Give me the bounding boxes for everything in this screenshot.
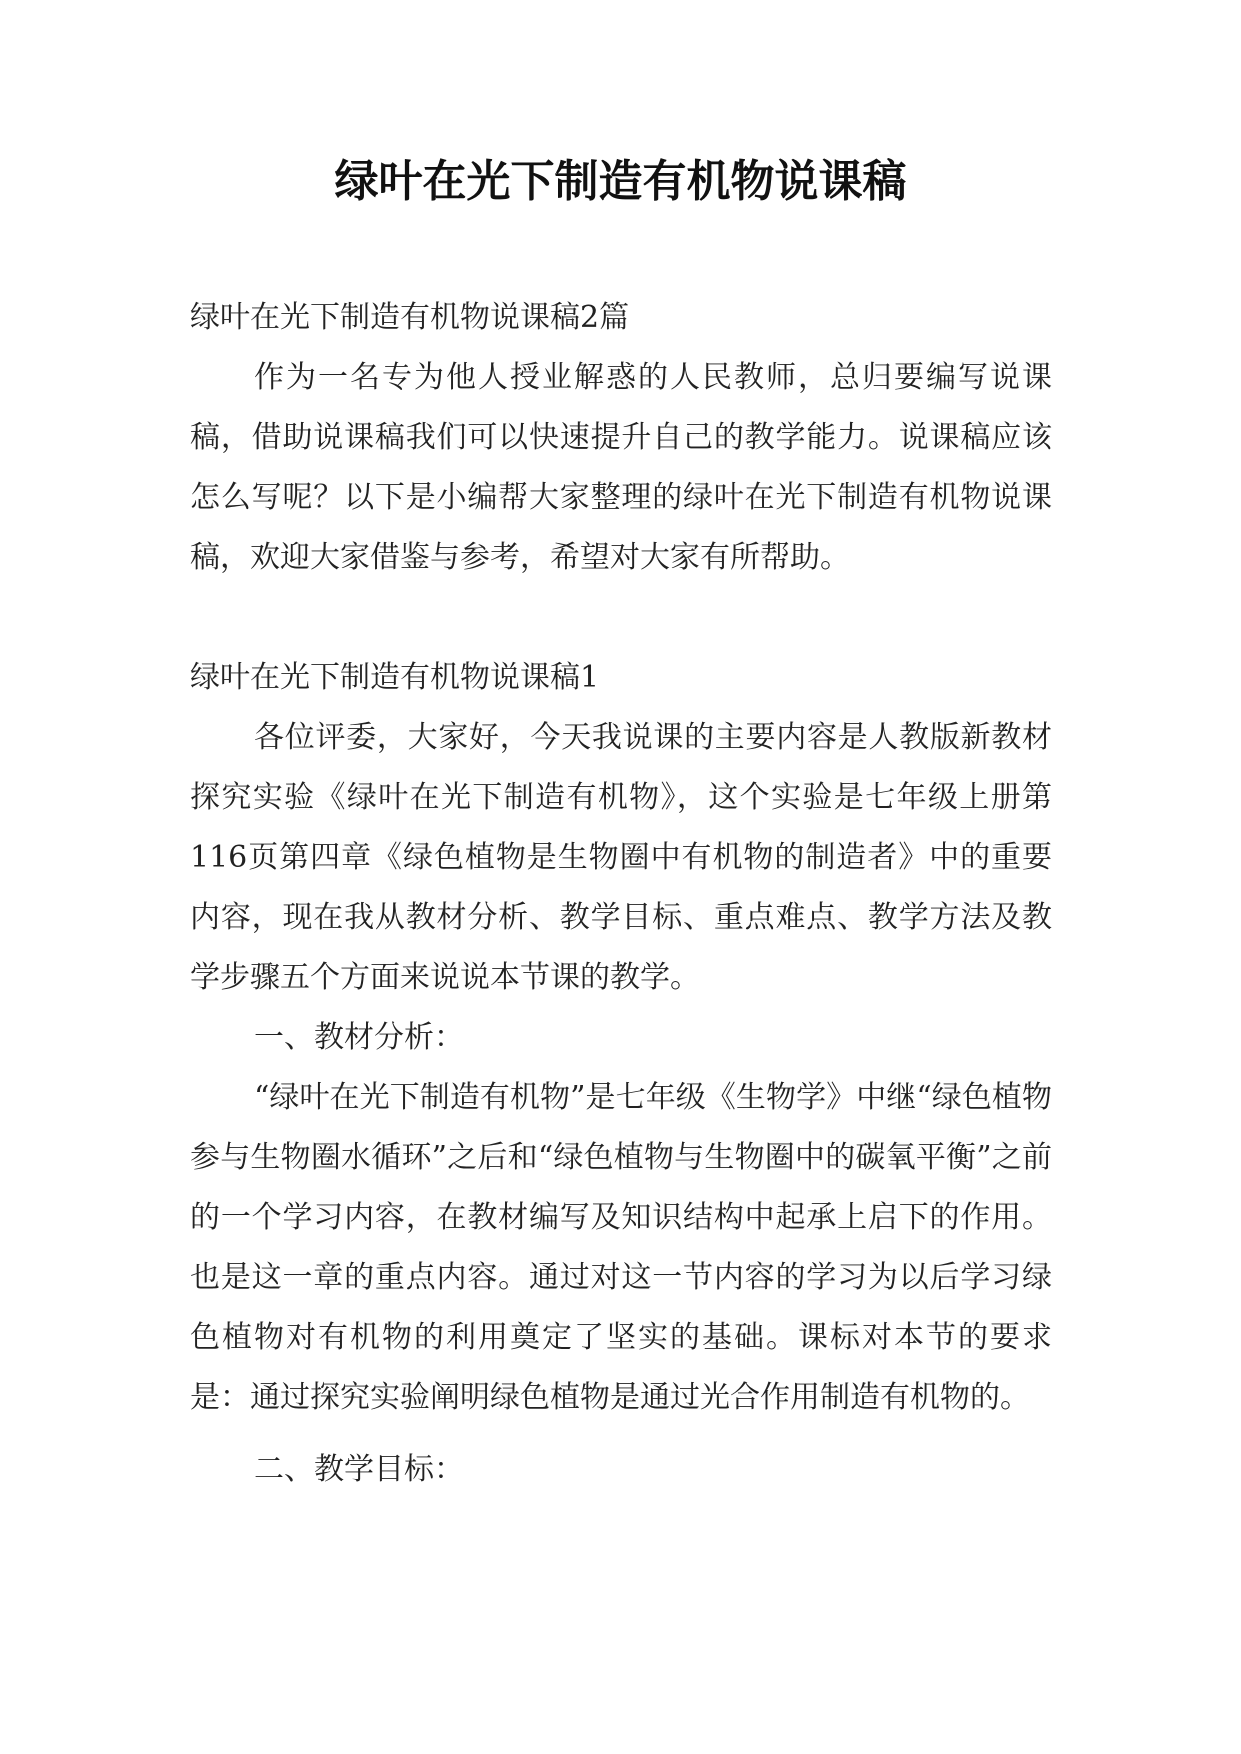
paragraph-spacer [190, 588, 1052, 648]
section-paragraph: 各位评委，大家好，今天我说课的主要内容是人教版新教材探究实验《绿叶在光下制造有机物》，这个实验是七年级上册第116页第四章《绿色植物是生物圈中有机物的制造者》中的重要内容，现在我从教材分析、教学目标、重点难点、教学方法及教学步骤五个方面来说说本节课的教学。 [190, 720, 1052, 995]
document-title: 绿叶在光下制造有机物说课稿 [334, 156, 907, 207]
heading-objectives: 二、教学目标： [254, 1452, 464, 1487]
document-subtitle: 绿叶在光下制造有机物说课稿2篇 [190, 300, 630, 335]
intro-paragraph: 作为一名专为他人授业解惑的人民教师，总归要编写说课稿，借助说课稿我们可以快速提升自己的教学能力。说课稿应该怎么写呢？以下是小编帮大家整理的绿叶在光下制造有机物说课稿，欢迎大家借鉴与参考，希望对大家有所帮助。 [190, 360, 1052, 575]
heading-analysis: 一、教材分析： [254, 1020, 464, 1055]
paragraph-spacer [190, 1428, 1052, 1440]
analysis-paragraph: “绿叶在光下制造有机物”是七年级《生物学》中继“绿色植物参与生物圈水循环”之后和“绿色植物与生物圈中的碳氧平衡”之前的一个学习内容，在教材编写及知识结构中起承上启下的作用。也是这一章的重点内容。通过对这一节内容的学习为以后学习绿色植物对有机物的利用奠定了坚实的基础。课标对本节的要求是：通过探究实验阐明绿色植物是通过光合作用制造有机物的。 [190, 1080, 1052, 1415]
section-title: 绿叶在光下制造有机物说课稿1 [190, 660, 600, 695]
document-body [190, 288, 1052, 1500]
